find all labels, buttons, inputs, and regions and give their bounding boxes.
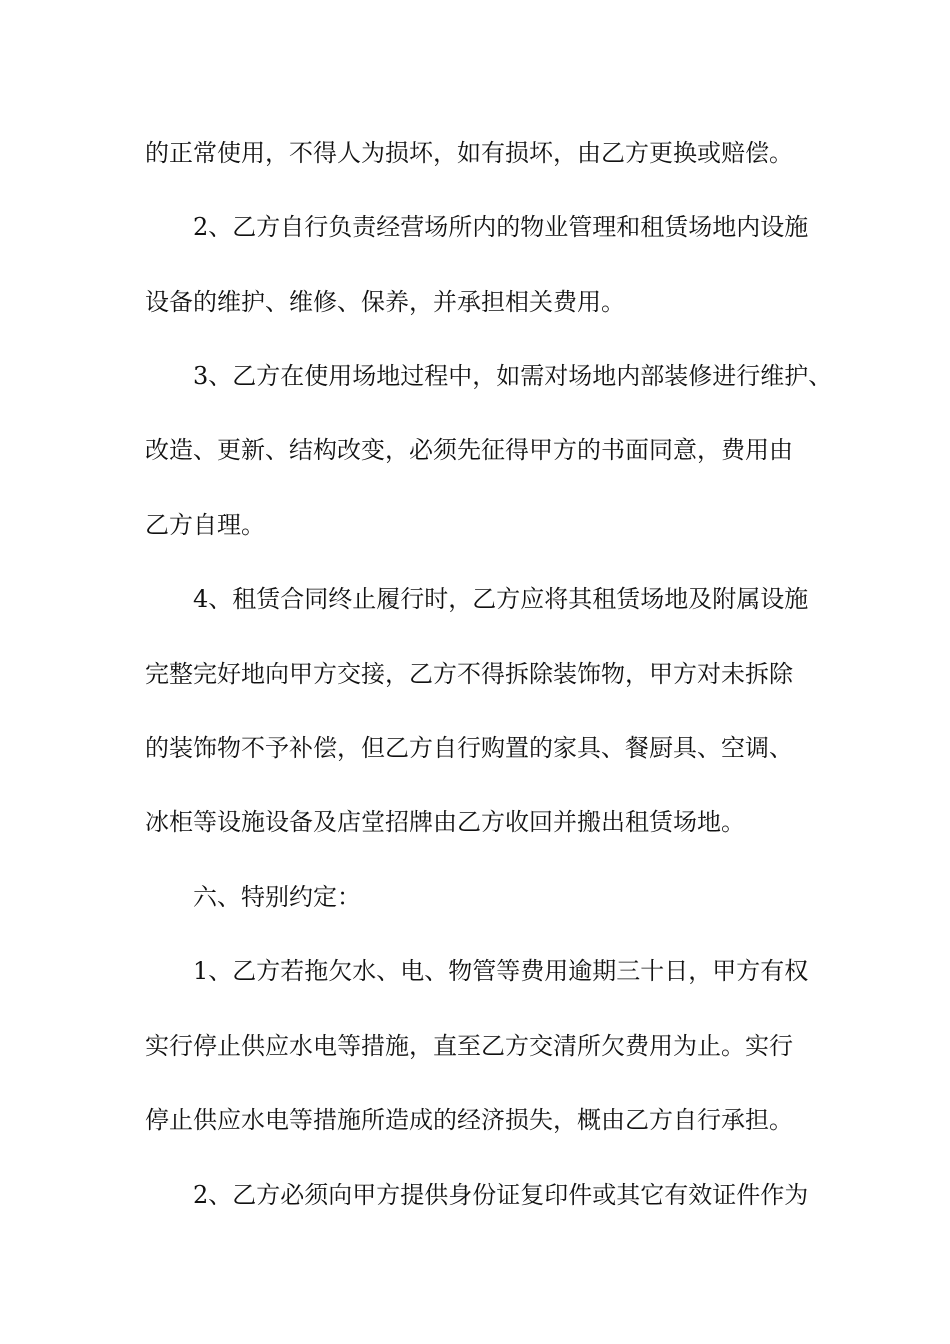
text-line: 实行停止供应水电等措施，直至乙方交清所欠费用为止。实行 — [145, 1032, 793, 1060]
text-line: 2、乙方必须向甲方提供身份证复印件或其它有效证件作为 — [193, 1181, 809, 1209]
section-heading: 六、特别约定： — [193, 883, 361, 911]
text-line: 改造、更新、结构改变，必须先征得甲方的书面同意，费用由 — [145, 436, 793, 464]
text-line: 乙方自理。 — [145, 511, 265, 539]
text-line: 的装饰物不予补偿，但乙方自行购置的家具、餐厨具、空调、 — [145, 734, 793, 762]
text-line: 冰柜等设施设备及店堂招牌由乙方收回并搬出租赁场地。 — [145, 808, 745, 836]
text-line: 1、乙方若拖欠水、电、物管等费用逾期三十日，甲方有权 — [193, 957, 809, 985]
text-line: 2、乙方自行负责经营场所内的物业管理和租赁场地内设施 — [193, 213, 809, 241]
text-line: 4、租赁合同终止履行时，乙方应将其租赁场地及附属设施 — [193, 585, 809, 613]
text-line: 完整完好地向甲方交接，乙方不得拆除装饰物，甲方对未拆除 — [145, 660, 793, 688]
text-line: 3、乙方在使用场地过程中，如需对场地内部装修进行维护、 — [193, 362, 833, 390]
text-line: 设备的维护、维修、保养，并承担相关费用。 — [145, 288, 625, 316]
text-line: 的正常使用，不得人为损坏，如有损坏，由乙方更换或赔偿。 — [145, 139, 793, 167]
text-line: 停止供应水电等措施所造成的经济损失，概由乙方自行承担。 — [145, 1106, 793, 1134]
